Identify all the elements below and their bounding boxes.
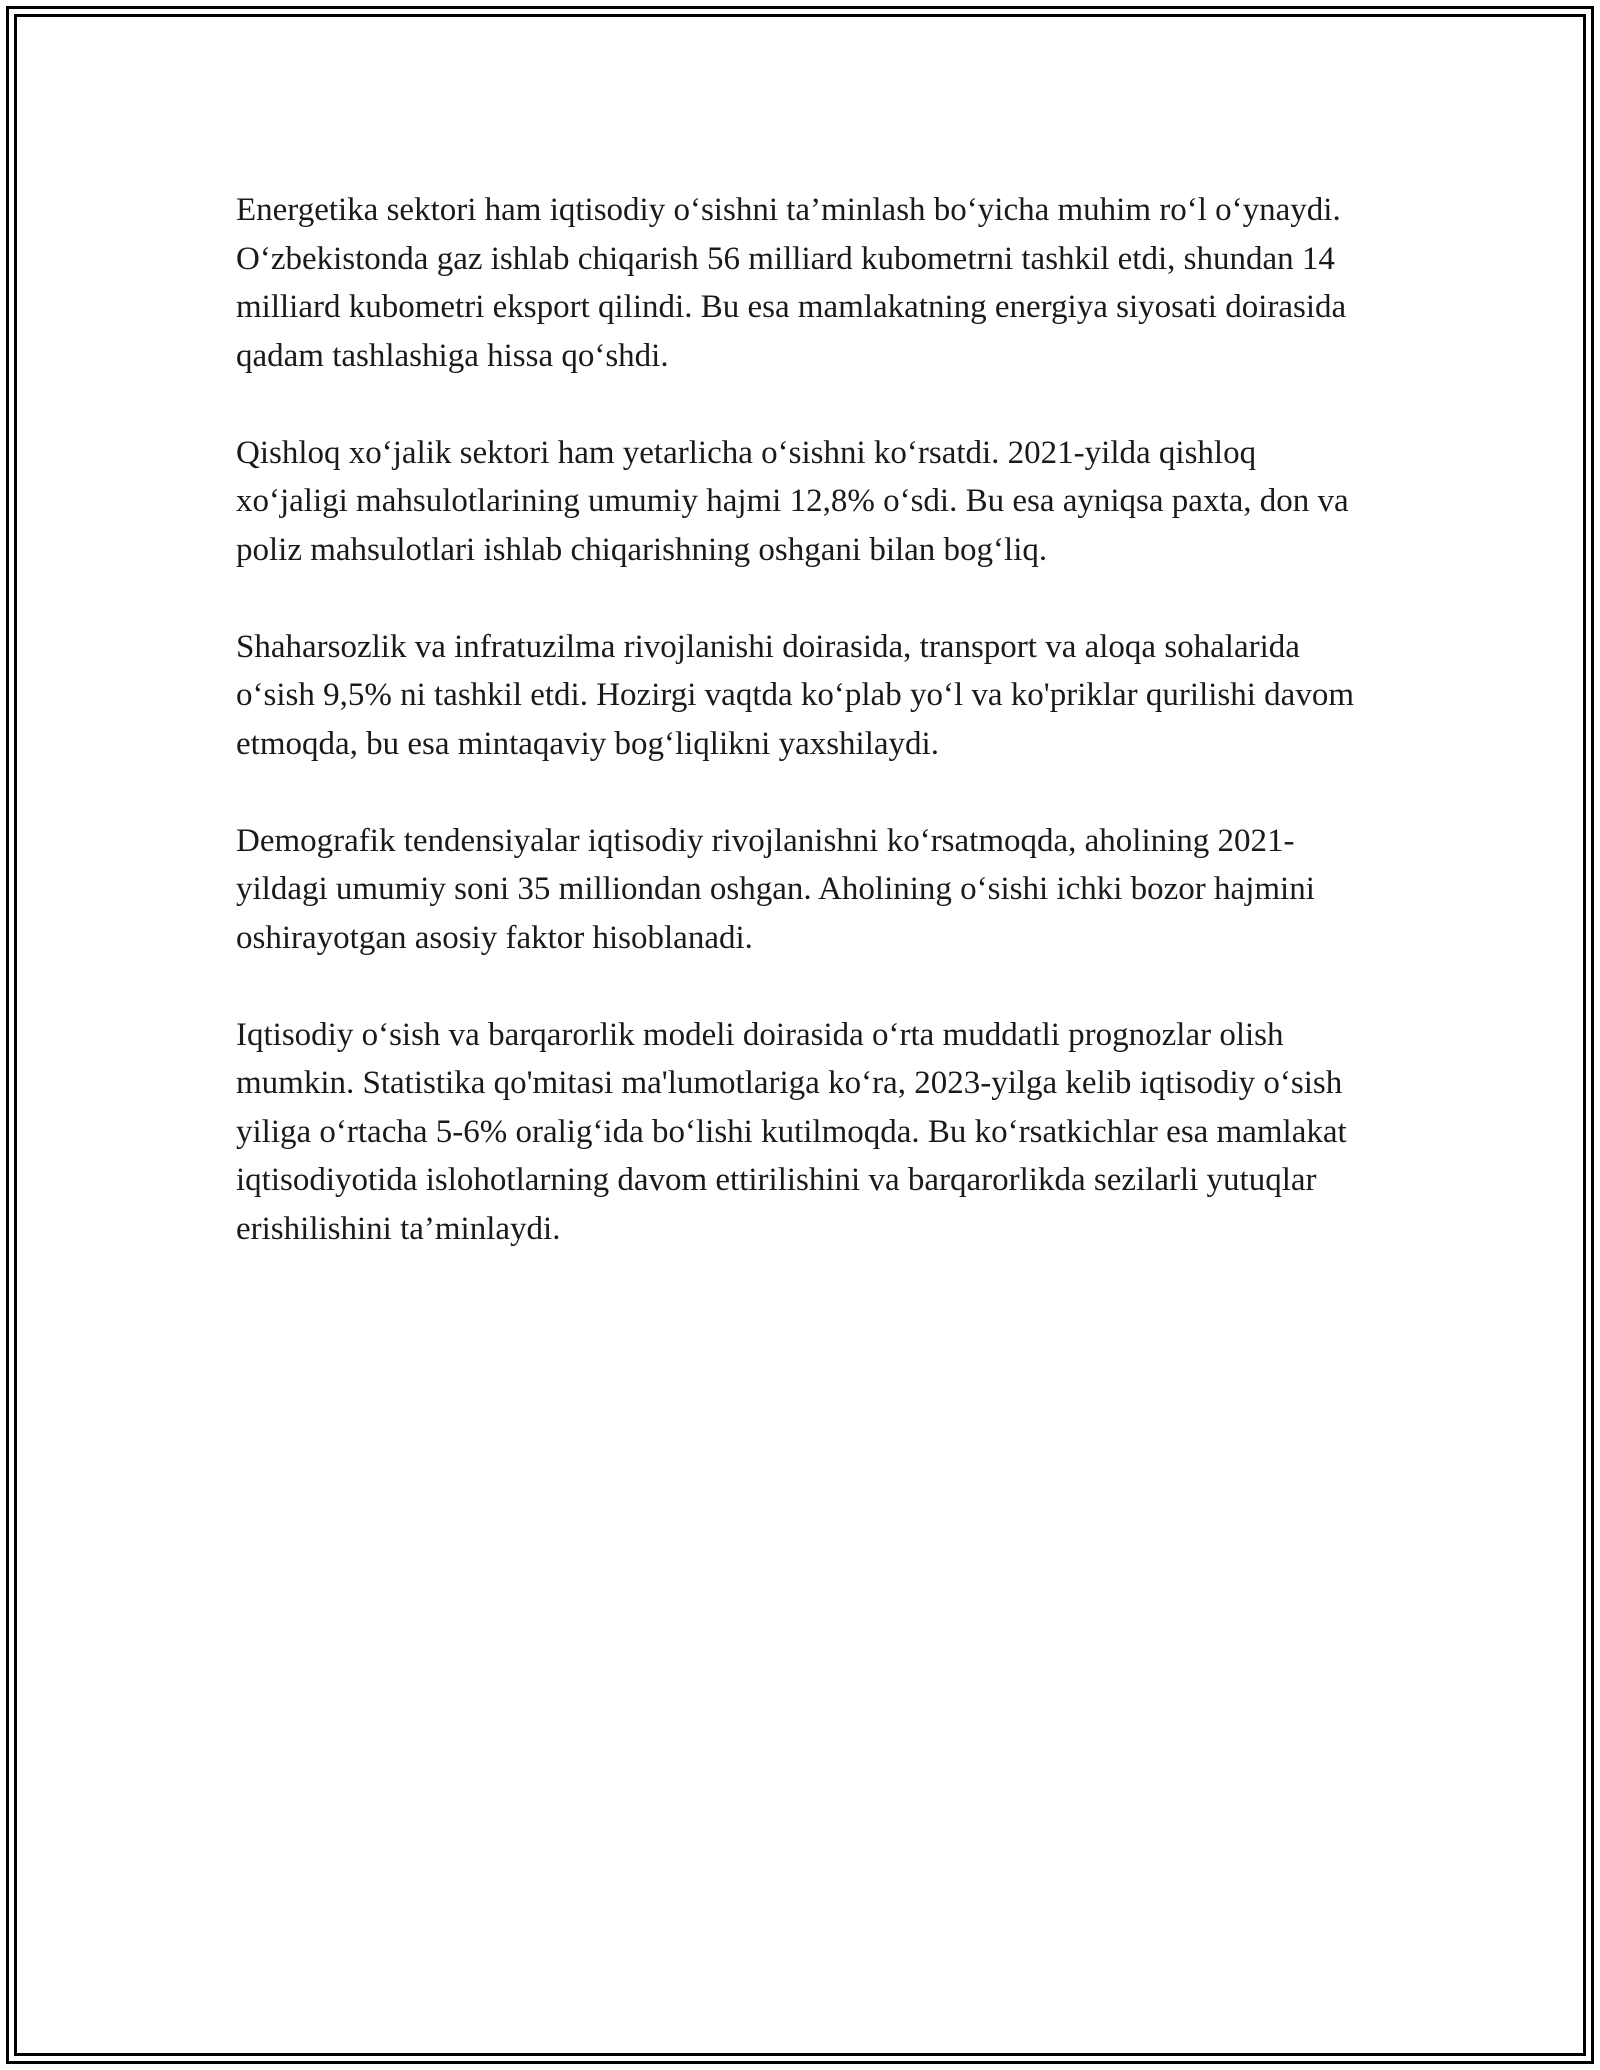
paragraph-agriculture-sector: Qishloq xo‘jalik sektori ham yetarlicha o‘sishni ko‘rsatdi. 2021-yilda qishloq xo‘jaligi mahsulotlarining umumiy hajmi 12,8% o‘sdi. Bu esa ayniqsa paxta, don va poliz mahsulotlari ishlab chiqarishning oshgani bilan bog‘liq. xyxy=(236,434,1349,568)
paragraph-energy-sector: Energetika sektori ham iqtisodiy o‘sishni ta’minlash bo‘yicha muhim ro‘l o‘ynaydi. O‘zbekistonda gaz ishlab chiqarish 56 milliard kubometrni tashkil etdi, shundan 14 milliard kubometri eksport qilindi. Bu esa mamlakatning energiya siyosati doirasida qadam tashlashiga hissa qo‘shdi. xyxy=(236,192,1347,374)
paragraph-demographics: Demografik tendensiyalar iqtisodiy rivojlanishni ko‘rsatmoqda, aholining 2021-yildagi umumiy soni 35 milliondan oshgan. Aholining o‘sishi ichki bozor hajmini oshirayotgan asosiy faktor hisoblanadi. xyxy=(236,822,1315,956)
paragraph-infrastructure: Shaharsozlik va infratuzilma rivojlanishi doirasida, transport va aloqa sohalarida o‘sish 9,5% ni tashkil etdi. Hozirgi vaqtda ko‘plab yo‘l va ko'priklar qurilishi davom etmoqda, bu esa mintaqaviy bog‘liqlikni yaxshilaydi. xyxy=(236,628,1354,762)
paragraph-forecast: Iqtisodiy o‘sish va barqarorlik modeli doirasida o‘rta muddatli prognozlar olish mumkin. Statistika qo'mitasi ma'lumotlariga ko‘ra, 2023-yilga kelib iqtisodiy o‘sish yiliga o‘rtacha 5-6% oralig‘ida bo‘lishi kutilmoqda. Bu ko‘rsatkichlar esa mamlakat iqtisodiyotida islohotlarning davom ettirilishini va barqarorlikda sezilarli yutuqlar erishilishini ta’minlaydi. xyxy=(236,1016,1347,1247)
document-body xyxy=(236,186,1366,1302)
